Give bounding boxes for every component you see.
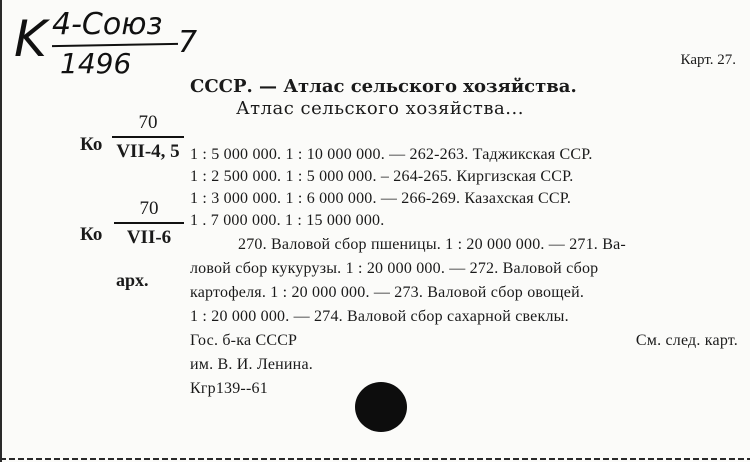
handwritten-code-bottom: 1496 <box>60 47 132 80</box>
body-line-6: ловой сбор кукурузы. 1 : 20 000 000. — 272. Валовой сбор <box>190 260 599 277</box>
shelf-mark-1-denominator: VII-4, 5 <box>116 141 180 162</box>
card-bottom-edge <box>0 458 750 460</box>
catalog-code: Кгр139--61 <box>190 380 268 397</box>
body-line-1: 1 : 5 000 000. 1 : 10 000 000. — 262-263. Таджикская ССР. <box>190 146 593 163</box>
shelf-mark-2-denominator: VII-6 <box>126 227 172 248</box>
body-line-8: 1 : 20 000 000. — 274. Валовой сбор сахарной свеклы. <box>190 308 569 325</box>
body-line-5: 270. Валовой сбор пшеницы. 1 : 20 000 000. — 271. Ва- <box>238 236 626 253</box>
shelf-mark-2-prefix: Ко <box>80 224 103 245</box>
body-line-7: картофеля. 1 : 20 000 000. — 273. Валовой сбор овощей. <box>190 284 585 301</box>
body-line-4: 1 . 7 000 000. 1 : 15 000 000. <box>190 212 385 229</box>
card-title: СССР. — Атлас сельского хозяйства. <box>190 76 577 97</box>
card-number: Карт. 27. <box>680 52 736 68</box>
shelf-mark-2-numerator: 70 <box>139 198 159 219</box>
shelf-mark-2-note: арх. <box>116 270 149 290</box>
library-line-2: им. В. И. Ленина. <box>190 356 313 373</box>
body-line-2: 1 : 2 500 000. 1 : 5 000 000. – 264-265. Киргизская ССР. <box>190 168 574 185</box>
card-left-edge <box>0 0 2 462</box>
handwritten-code-suffix: 7 <box>178 25 198 60</box>
shelf-mark-1-numerator: 70 <box>138 112 158 133</box>
handwritten-code-top: 4-Союз <box>52 7 163 42</box>
see-next-card: См. след. карт. <box>635 332 738 349</box>
shelf-mark-1-prefix: Ко <box>80 134 103 155</box>
shelf-mark-1-bar <box>112 136 184 138</box>
punch-hole <box>355 382 407 432</box>
shelf-mark-1 <box>112 112 184 163</box>
shelf-mark-2-bar <box>114 222 184 224</box>
card-subtitle: Атлас сельского хозяйства... <box>236 98 524 119</box>
handwritten-prefix: K <box>14 10 47 68</box>
library-line-1: Гос. б-ка СССР <box>190 332 298 349</box>
body-line-3: 1 : 3 000 000. 1 : 6 000 000. — 266-269. Казахская ССР. <box>190 190 572 207</box>
shelf-mark-2 <box>114 198 184 249</box>
